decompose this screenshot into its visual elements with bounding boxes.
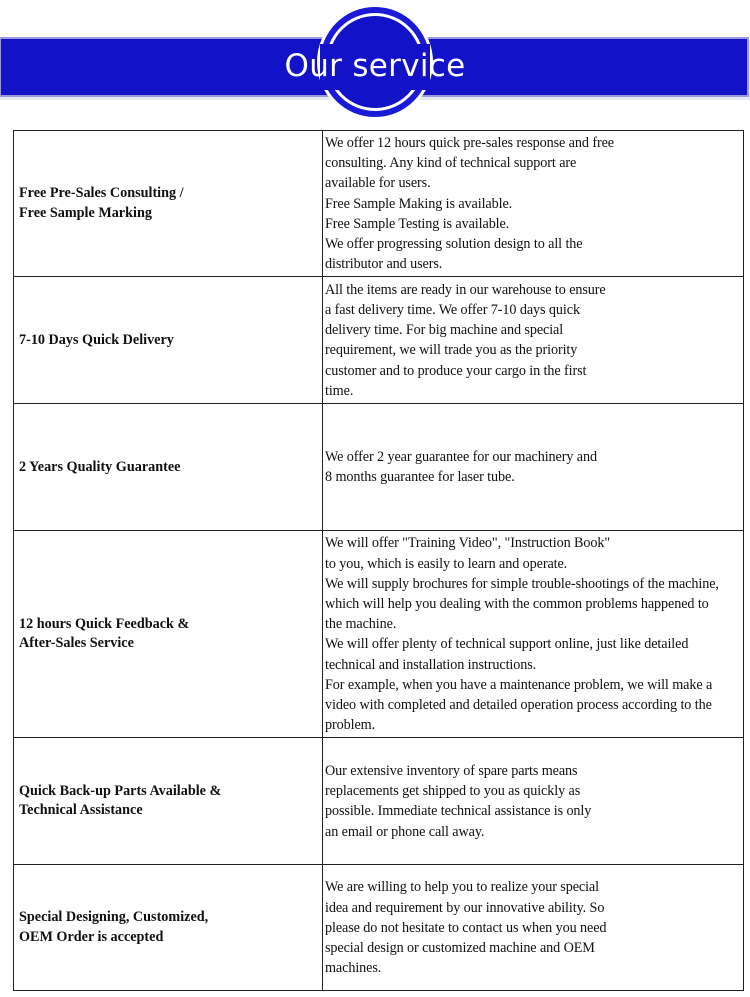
header-banner <box>0 0 750 128</box>
service-label: 2 Years Quality Guarantee <box>14 404 323 531</box>
page-title: Our service <box>284 48 466 84</box>
service-label: 7-10 Days Quick Delivery <box>14 277 323 404</box>
service-row <box>14 738 744 865</box>
service-description: All the items are ready in our warehouse to ensure a fast delivery time. We offer 7-10 days quick delivery time. For big machine and special requirement, we will trade you as the priority customer and to produce your cargo in the first time. <box>323 277 744 404</box>
service-row <box>14 277 744 404</box>
service-label: Special Designing, Customized, OEM Order is accepted <box>14 865 323 991</box>
service-description: We offer 2 year guarantee for our machinery and 8 months guarantee for laser tube. <box>323 404 744 531</box>
service-description: We offer 12 hours quick pre-sales response and free consulting. Any kind of technical support are available for users. Free Sample Making is available. Free Sample Testing is available. We offer progressing solution design to all the distributor and users. <box>323 131 744 277</box>
service-label: 12 hours Quick Feedback & After-Sales Service <box>14 531 323 738</box>
service-table <box>13 130 744 991</box>
service-row <box>14 404 744 531</box>
service-description: Our extensive inventory of spare parts means replacements get shipped to you as quickly as possible. Immediate technical assistance is only an email or phone call away. <box>323 738 744 865</box>
service-row <box>14 531 744 738</box>
service-row <box>14 131 744 277</box>
service-description: We are willing to help you to realize your special idea and requirement by our innovative ability. So please do not hesitate to contact us when you need special design or customized machine and OEM machines. <box>323 865 744 991</box>
service-label: Free Pre-Sales Consulting / Free Sample Marking <box>14 131 323 277</box>
service-description: We will offer "Training Video", "Instruction Book" to you, which is easily to learn and operate. We will supply brochures for simple trouble-shootings of the machine, which will help you dealing with the common problems happened to the machine. We will offer plenty of technical support online, just like detailed technical and installation instructions. For example, when you have a maintenance problem, we will make a video with completed and detailed operation process according to the problem. <box>323 531 744 738</box>
service-row <box>14 865 744 991</box>
service-label: Quick Back-up Parts Available & Technical Assistance <box>14 738 323 865</box>
